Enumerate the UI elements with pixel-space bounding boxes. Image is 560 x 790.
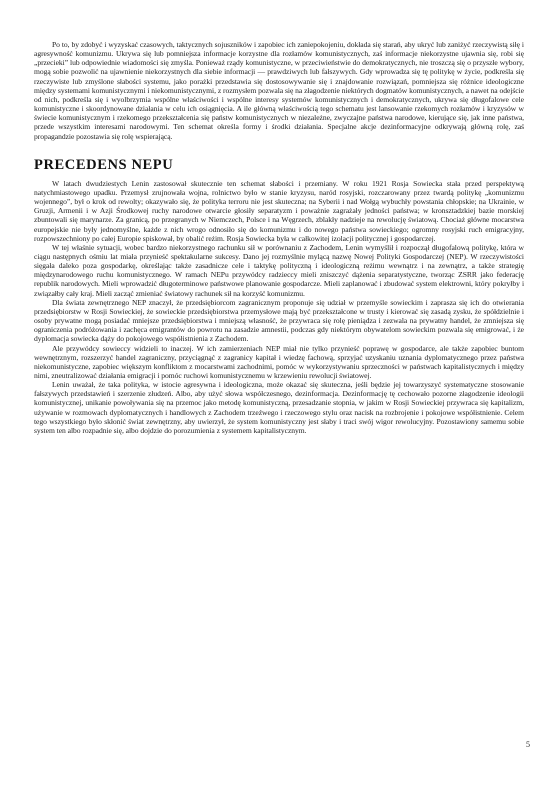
body-paragraph: Lenin uważał, że taka polityka, w istocie agresywna i ideologiczna, może okazać się skuteczna, jeśli będzie jej towarzyszyć systematyczne stosowanie fałszywych przedstawień i szerzenie złudzeń. Albo, aby użyć słowa współczesnego, dezinformacja. Dezinformację tę cechowało pozorne złagodzenie ideologii komunistycznej, unikanie powoływania się na przemoc jako metodę komunistyczną, przesadzanie stopnia, w jakim w Rosji Sowieckiej przywraca się kapitalizm, używanie w rozmowach dyplomatycznych i handlowych z Zachodem trzeźwego i rzeczowego stylu oraz nacisk na rozbrojenie i pokojowe współistnienie. Celem tego wszystkiego było skłonić świat zewnętrzny, aby uwierzył, że system komunistyczny jest słaby i traci swój wigor rewolucyjny. Pozostawiony samemu sobie system ten albo rozpadnie się, albo dojdzie do porozumienia z systemem kapitalistycznym.	[34, 380, 524, 435]
body-paragraph: W latach dwudziestych Lenin zastosował skutecznie ten schemat słabości i przemiany. W roku 1921 Rosja Sowiecka stała przed perspektywą natychmiastowego upadku. Przemysł zrujnowała wojna, rolnictwo było w stanie kryzysu, naród rosyjski, rozczarowany przez twardą politykę „komunizmu wojennego”, był o krok od rewolty; okazywało się, że polityka terroru nie jest skuteczna; na Syberii i nad Wołgą wybuchły powstania chłopskie; na Ukrainie, w Gruzji, Armenii i w Azji Środkowej ruchy narodowe otwarcie głosiły separatyzm i poważnie zagrażały jedności państwa; w kronsztadzkiej bazie morskiej zbuntowali się marynarze. Za granicą, po przegranych w Niemczech, Polsce i na Węgrzech, zblakły nadzieje na rewolucję światową. Chociaż główne mocarstwa europejskie nie były jednomyślne, każde z nich wrogo odnosiło się do komunizmu i do nowego państwa sowieckiego; ogromny rosyjski ruch emigracyjny, rozpowszechniony po całej Europie spiskował, by obalić reżim. Rosja Sowiecka była w całkowitej izolacji politycznej i gospodarczej.	[34, 178, 524, 243]
page-number: 5	[526, 740, 530, 749]
intro-paragraph: Po to, by zdobyć i wyzyskać czasowych, taktycznych sojuszników i zapobiec ich zaniepokojeniu, dokłada się starań, aby ukryć lub zaniżyć rzeczywistą siłę i agresywność komunizmu. Ukrywa się lub pomniejsza informacje korzystne dla rozłamów komunistycznych, zaś informacje niekorzystne ujawnia się, robi się „przecieki” lub odpowiednie wiadomości się zmyśla. Ponieważ rządy komunistyczne, w przeciwieństwie do demokratycznych, nie troszczą się o przyszłe wybory, mogą sobie pozwolić na ujawnienie niekorzystnych dla siebie informacji — prawdziwych lub fałszywych. Gdy wprowadza się tę politykę w życie, podkreśla się rzeczywiste lub zmyślone słabości systemu, jako porażki przedstawia się dostosowywanie się i znajdowanie rozwiązań, pomniejsza się różnice ideologiczne między systemami komunistycznymi i niekomunistycznymi, z rozmysłem pozwala się na złagodzenie niektórych dogmatów komunistycznych, a nawet na odejście od nich, podkreśla się i wyolbrzymia wspólne właściwości i wspólne interesy systemów komunistycznych i demokratycznych, ukrywa się długofalowe cele komunistyczne i skoordynowane działania w celu ich osiągnięcia. A ile główną właściwością tego schematu jest lansowanie rzekomych rozłamów i kryzysów w świecie komunistycznym i rzekomego przekształcenia się państw komunistycznych w niezależne, zwyczajne państwa narodowe, kierujące się, jak inne państwa, przede wszystkim interesami narodowymi. Ten schemat określa formy i środki działania. Specjalne akcje dezinformacyjne odkrywają główną rolę, zaś propagandzie pozostawia się rolę wspierającą.	[34, 40, 524, 141]
page-content	[34, 40, 524, 435]
section-title: PRECEDENS NEPU	[34, 156, 174, 173]
body-paragraph: Ale przywódcy sowieccy widzieli to inaczej. W ich zamierzeniach NEP miał nie tylko przynieść poprawę w gospodarce, ale także zapobiec buntom wewnętrznym, rozszerzyć handel zagraniczny, przyciągnąć z zagranicy kapitał i wiedzę fachową, sprzyjać uzyskaniu uznania dyplomatycznego przez państwa niekomunistyczne, zapobiec większym konfliktom z mocarstwami zachodnimi, pomóc w wykorzystywaniu sprzeczności w państwach kapitalistycznych i między nimi, zneutralizować działania emigracji i pomóc ruchowi komunistycznemu w krzewieniu rewolucji światowej.	[34, 343, 524, 380]
body-paragraph: Dla świata zewnętrznego NEP znaczył, że przedsiębiorcom zagranicznym proponuje się udział w przemyśle sowieckim i zaprasza się ich do otwierania przedsiębiorstw w Rosji Sowieckiej, że sowieckie przedsiębiorstwa przemysłowe mają być przekształcone w trusty i kierować się zasadą zysku, że spółdzielnie i osoby prywatne mogą posiadać mniejsze przedsiębiorstwa i mniejszą własność, że przywraca się rolę pieniądza i zezwala na prywatny handel, że zmniejsza się ograniczenia podróżowania i zachęca emigrantów do powrotu na zasadzie amnestii, podczas gdy niektórym obywatelom sowieckim pozwala się emigrować, i że dyplomacja sowiecka dąży do pokojowego współistnienia z Zachodem.	[34, 297, 524, 344]
body-paragraph: W tej właśnie sytuacji, wobec bardzo niekorzystnego rachunku sił w porównaniu z Zachodem, Lenin wymyślił i rozpoczął długofalową politykę, która w ciągu następnych ośmiu lat miała przynieść spektakularne sukcesy. Dano jej rozmyślnie mylącą nazwę Nowej Polityki Gospodarczej (NEP). W rzeczywistości sięgała daleko poza gospodarkę, określając także zasadnicze cele i taktykę polityczną i ideologiczną reżimu wewnątrz i na zewnątrz, a także strategię międzynarodowego ruchu komunistycznego. W ramach NEPu przywódcy radzieccy mieli zniszczyć dążenia separatystyczne, tworząc ZSRR jako federację republik narodowych. Mieli wprowadzić długoterminowe państwowe planowanie gospodarcze. Mieli zaplanować i zbudować system elektrowni, który pokryłby i związałby cały kraj. Mieli zacząć zmieniać światowy rachunek sił na korzyść komunizmu.	[34, 242, 524, 298]
